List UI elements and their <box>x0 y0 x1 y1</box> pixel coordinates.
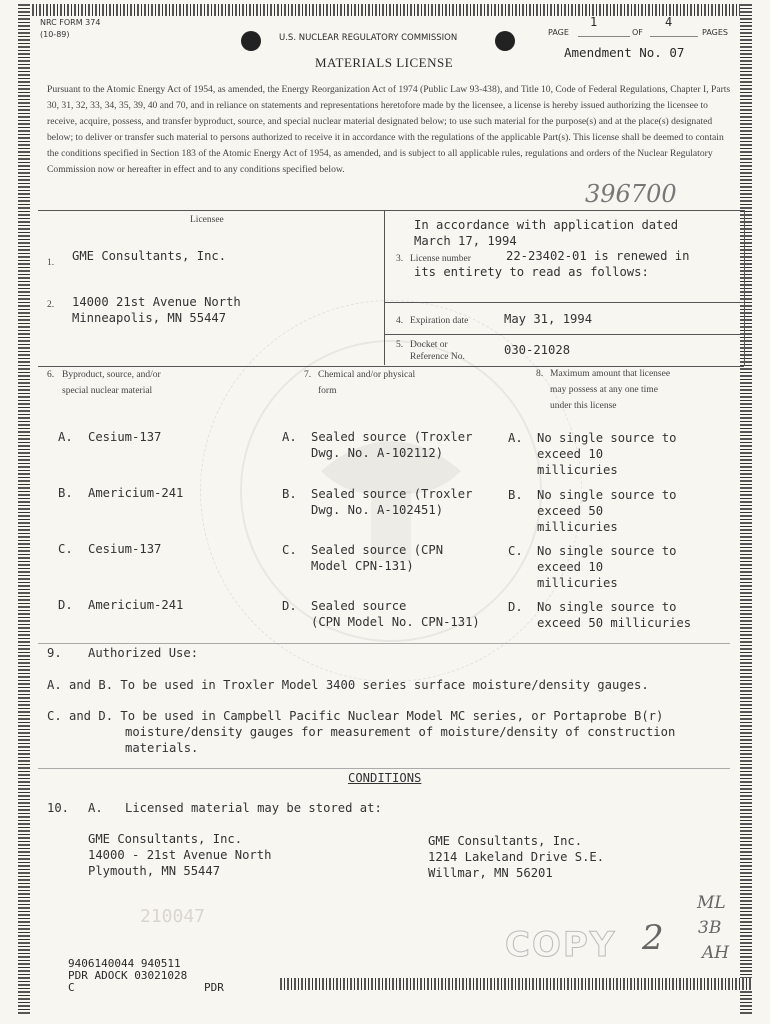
top-perforated-border <box>18 4 752 16</box>
material-max-amount: No single source to <box>537 544 677 558</box>
license-renewal-text: its entirety to read as follows: <box>414 265 649 279</box>
document-control-number: 9406140044 940511 <box>68 957 181 970</box>
material-max-amount: No single source to <box>537 431 677 445</box>
expiration-date: May 31, 1994 <box>504 312 593 326</box>
page-current: 1 <box>590 15 598 29</box>
page-total: 4 <box>665 15 673 29</box>
faint-stamp-number: 210047 <box>140 906 206 927</box>
bottom-perforated-border <box>280 978 752 990</box>
column-header-form: Chemical and/or physical <box>318 370 416 380</box>
material-form: Sealed source (Troxler <box>311 487 473 501</box>
license-number-value: 22-23402-01 is renewed in <box>506 249 690 263</box>
authorized-use-cd: C. and D. To be used in Campbell Pacific Nuclear Model MC series, or Portaprobe B(r) <box>47 709 664 723</box>
licensee-name: GME Consultants, Inc. <box>72 249 227 263</box>
material-name: Americium-241 <box>88 598 184 612</box>
conditions-heading: CONDITIONS <box>348 771 422 785</box>
licensee-heading: Licensee <box>190 215 224 225</box>
document-title: MATERIALS LICENSE <box>315 55 454 70</box>
agency-name: U.S. NUCLEAR REGULATORY COMMISSION <box>279 33 458 43</box>
page-label: PAGE <box>548 28 569 37</box>
handwritten-initials-3: AH <box>702 943 730 963</box>
docket-label: Docket or <box>410 340 448 350</box>
column-header-max-amount: Maximum amount that licensee <box>550 369 671 379</box>
licensee-address-line1: 14000 21st Avenue North <box>72 295 241 309</box>
material-max-amount: No single source to <box>537 488 677 502</box>
expiration-label: Expiration date <box>410 316 469 326</box>
handwritten-copy-number: 2 <box>642 918 664 958</box>
material-form: Sealed source <box>311 599 407 613</box>
handwritten-initials-1: ML <box>697 893 726 913</box>
authorized-use-heading: Authorized Use: <box>88 646 199 660</box>
handwritten-initials-2: 3B <box>698 918 722 938</box>
material-form: Sealed source (Troxler <box>311 430 473 444</box>
authorized-use-ab: A. and B. To be used in Troxler Model 3400 series surface moisture/density gauges. <box>47 678 649 692</box>
punch-hole-right-icon <box>495 31 515 51</box>
pages-label: PAGES <box>702 28 728 37</box>
license-number-label: License number <box>410 254 471 264</box>
material-form: Sealed source (CPN <box>311 543 444 557</box>
material-max-amount: No single source to <box>537 600 677 614</box>
docket-number: 030-21028 <box>504 343 571 357</box>
application-statement: In accordance with application dated <box>414 218 679 232</box>
punch-hole-left-icon <box>241 31 261 51</box>
application-date: March 17, 1994 <box>414 234 517 248</box>
license-preamble: Pursuant to the Atomic Energy Act of 1954, as amended, the Energy Reorganization Act of 1974 (Public Law 93-438), and Title 10, Code of Federal Regulations, Chapter I, Parts 30, 31, 32, 33, 34, 35, 39, 40 and 70, and in reliance on statements and representations heretofore made by the licensee, a license is hereby issued authorizing the licensee to receive, acquire, possess, and transfer byproduct, source, and special nuclear material designated below; to use such material for the purpose(s) and at the place(s) designated below; to deliver or transfer such material to persons authorized to receive it in accordance with the regulations of the applicable Part(s). This license shall be deemed to contain the conditions specified in Section 183 of the Atomic Energy Act of 1954, as amended, and is subject to all applicable rules, regulations and orders of the Nuclear Regulatory Commission now or hereafter in effect and to any conditions specified below. <box>47 84 731 175</box>
docket-reference: PDR ADOCK 03021028 <box>68 969 188 982</box>
storage-condition-text: Licensed material may be stored at: <box>125 801 382 815</box>
form-date: (10-89) <box>40 30 70 39</box>
handwritten-license-number: 396700 <box>585 180 677 208</box>
material-name: Americium-241 <box>88 486 184 500</box>
right-perforated-border <box>740 4 752 1014</box>
licensee-address-line2: Minneapolis, MN 55447 <box>72 311 227 325</box>
copy-stamp: COPY <box>505 925 617 965</box>
material-name: Cesium-137 <box>88 542 162 556</box>
amendment-number: Amendment No. 07 <box>564 45 685 60</box>
material-name: Cesium-137 <box>88 430 162 444</box>
left-perforated-border <box>18 4 30 1014</box>
column-header-material: Byproduct, source, and/or <box>62 370 161 380</box>
page-of-label: OF <box>632 28 643 37</box>
form-number: NRC FORM 374 <box>40 18 101 27</box>
